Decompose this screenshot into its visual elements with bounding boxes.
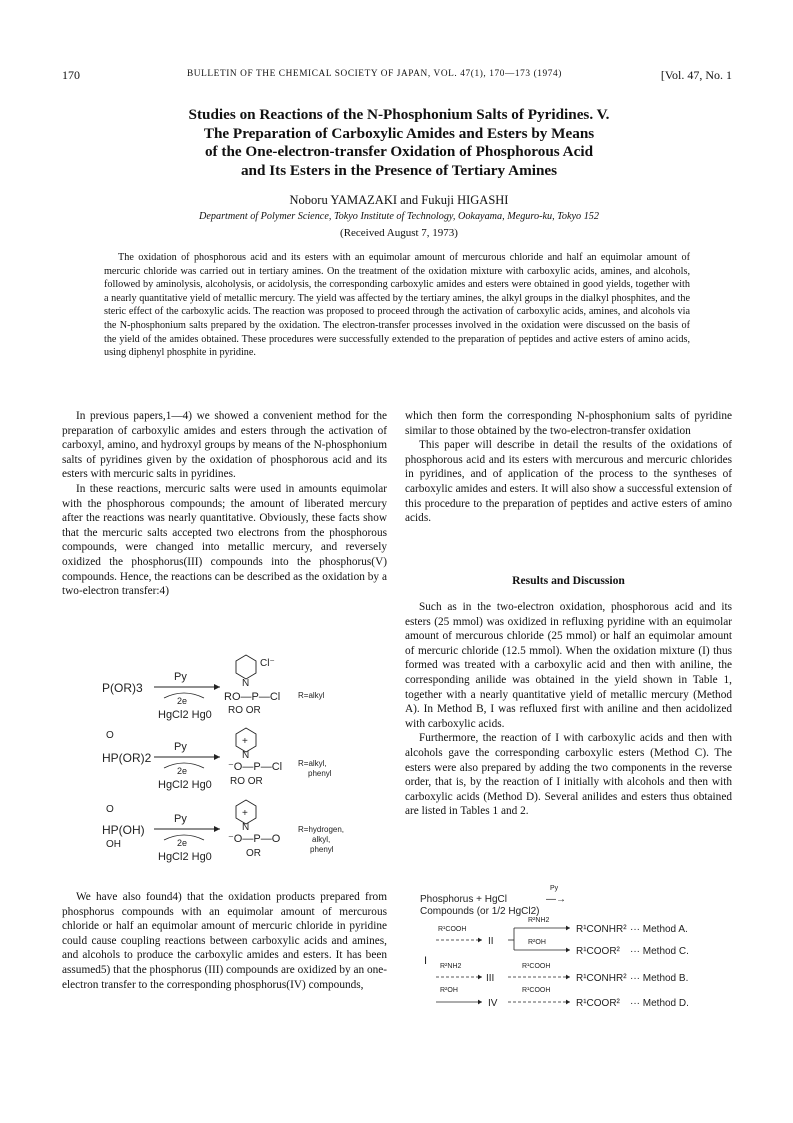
- r1-hg: HgCl2 Hg0: [158, 709, 212, 721]
- reaction-scheme-methods: [410, 884, 732, 1016]
- r2-2e: 2e: [177, 766, 188, 776]
- received-date: (Received August 7, 1973): [340, 227, 458, 239]
- s2-r1cooh-a: R¹COOH: [438, 926, 467, 933]
- intro-paragraph-3: We have also found4) that the oxidation products prepared from phosphorus compounds with an equimolar amount of mercurous chloride or half an equimolar amount of mercuric chloride in pyridine could cause coupling reactions between carboxylic acids and amines, and alcohols to produce the carboxylic amides and esters. It has been assumed5) that the phosphorus (III) compounds are oxidized by an one-electron transfer to the corresponding phosphorus(IV) compounds,: [62, 891, 388, 991]
- section-heading: Results and Discussion: [512, 574, 625, 587]
- right-column-top: [405, 409, 732, 526]
- r3-product-sub: OR: [246, 848, 261, 859]
- results-paragraph-1: Such as in the two-electron oxidation, phosphorous acid and its esters (25 mmol) was oxidized in refluxing pyridine with an equimolar amount of mercurous chloride (25 mmol) or half an equimolar amount of mercuric chloride (12.5 mmol). When the oxidation mixture (I) thus formed was treated with a carboxylic acid and then with aniline, the corresponding anilide was obtained in the yield shown in Table 1, together with a nearly quantitative yield of metallic mercury (Method A). In Method B, I was refluxed first with aniline and then acidolized with carboxylic acids.: [405, 601, 732, 730]
- page-number: 170: [62, 68, 80, 82]
- intro-paragraph-1: In previous papers,1—4) we showed a convenient method for the preparation of carboxylic amides and esters through the activation of carboxyl, amino, and hydroxyl groups by means of the N-phosphonium salts of pyridines given by the oxidation of phosphorous acid and its esters with mercuric salts in pyridines.: [62, 410, 387, 481]
- r2-reactant: HP(OR)2: [102, 751, 152, 765]
- title-line-3: of the One-electron-transfer Oxidation of Phosphorous Acid: [204, 143, 594, 160]
- abstract: The oxidation of phosphorous acid and its esters with an equimolar amount of mercurous chloride and half an equimolar amount of mercuric chloride was carried out in tertiary amines. On the treatment of the oxidation mixture with carboxylic acids, amines, and alcohols, followed by aminolysis, alcoholysis, or acidolysis, the corresponding carboxylic amides and esters were obtained in good yields, together with a nearly quantitative yield of metallic mercury. The yield was affected by the tertiary amines, the alkyl groups in the dialkyl phosphites, and the steric effect of the carboxylic acids. The reaction was proposed to proceed through the activation of carboxylic acids, amines, and alcohols via the N-phosphonium salts prepared by the oxidation. The electron-transfer processes involved in the oxidation were discussed on the basis of the yield of the amides obtained. These procedures were successfully extended to the preparation of peptides and active esters of amino acids, using diphenyl phosphite in pyridine.: [104, 252, 690, 359]
- volume-label: [Vol. 47, No. 1: [660, 68, 732, 82]
- running-header: [62, 68, 732, 82]
- r2-top: O: [106, 730, 114, 741]
- s2-py: Py: [550, 885, 559, 892]
- s2-method-c: ··· Method C.: [630, 946, 689, 957]
- s2-method-d: ··· Method D.: [630, 998, 689, 1009]
- s2-ester-d: R¹COOR²: [576, 998, 620, 1009]
- s2-r1cooh-b: R¹COOH: [522, 963, 551, 970]
- results-paragraph-2: Furthermore, the reaction of I with carboxylic acids and then with alcohols gave the corresponding carboxylic esters (Method C). The esters were also prepared by adding the two components in the reverse order, that is, by the reaction of I initially with alcohols and then with carboxylic acids (Method D). Several anilides and esters thus obtained are listed in Tables 1 and 2.: [405, 732, 732, 818]
- r2-n: N: [242, 750, 250, 761]
- s2-method-a: ··· Method A.: [630, 924, 688, 935]
- r2-py: Py: [174, 741, 187, 753]
- s2-ester-c: R¹COOR²: [576, 946, 620, 957]
- s2-label-I: I: [424, 955, 428, 967]
- r1-product-sub: RO OR: [228, 705, 261, 716]
- s2-amide-a: R¹CONHR²: [576, 924, 627, 935]
- left-column-top: [62, 409, 387, 599]
- r3-product: ⁻O—P—O: [228, 833, 281, 845]
- right-column-results: [405, 600, 732, 819]
- r1-n: N: [242, 678, 250, 689]
- s2-r2nh2-a: R²NH2: [528, 917, 550, 924]
- r3-note-3: phenyl: [310, 845, 334, 854]
- r1-pyridine-ring: [236, 655, 256, 679]
- scope-paragraph: This paper will describe in detail the results of the oxidations of phosphorous acid and its esters with mercurous and mercuric chlorides in pyridines, and of application of the process to the syntheses of carboxylic amides and esters. It will also show a successful extension of this procedure to the preparation of peptides and active esters of amino acids.: [405, 439, 732, 525]
- r2-note-1: R=alkyl,: [298, 759, 327, 768]
- r2-note-2: phenyl: [308, 769, 332, 778]
- continued-paragraph: which then form the corresponding N-phosphonium salts of pyridine similar to those obtained by the two-electron-transfer oxidation: [405, 410, 732, 437]
- r1-reactant: P(OR)3: [102, 681, 143, 695]
- r3-plus: +: [242, 808, 248, 819]
- s2-r2oh-c: R²OH: [528, 939, 546, 946]
- r3-reactant: HP(OH): [102, 823, 145, 837]
- s2-arrow: —→: [546, 894, 566, 905]
- s2-r2oh-d: R²OH: [440, 987, 458, 994]
- title-line-1: Studies on Reactions of the N-Phosphonium Salts of Pyridines. V.: [188, 106, 610, 123]
- r3-note-1: R=hydrogen,: [298, 825, 345, 834]
- s2-line1: Phosphorus + HgCl: [420, 894, 507, 905]
- r3-2e: 2e: [177, 838, 188, 848]
- r2-product-sub: RO OR: [230, 776, 263, 787]
- authors: Noboru YAMAZAKI and Fukuji HIGASHI: [289, 193, 509, 207]
- s2-amide-b: R¹CONHR²: [576, 973, 627, 984]
- intro-paragraph-2: In these reactions, mercuric salts were used in amounts equimolar with the phosphorous compounds; the amount of liberated mercury after the reactions was nearly quantitative. Obviously, these facts show that the mercuric salts accepted two electrons from the phosphorous compounds, were changed into metallic mercury, and reversely oxidized the phosphorus(III) compounds into the phosphorus(V) compounds. Hence, the reactions can be described as the oxidation by a two-electron transfer:4): [62, 482, 387, 598]
- r3-note-2: alkyl,: [312, 835, 331, 844]
- s2-method-b: ··· Method B.: [630, 973, 689, 984]
- journal-citation: BULLETIN OF THE CHEMICAL SOCIETY OF JAPAN, VOL. 47(1), 170—173 (1974): [187, 69, 562, 79]
- r3-hg: HgCl2 Hg0: [158, 851, 212, 863]
- r1-product: RO—P—Cl: [224, 691, 281, 703]
- r3-n: N: [242, 822, 250, 833]
- s2-r2nh2-b: R²NH2: [440, 963, 462, 970]
- r3-top: O: [106, 804, 114, 815]
- r3-bottom: OH: [106, 839, 121, 850]
- r2-hg: HgCl2 Hg0: [158, 779, 212, 791]
- title-line-4: and Its Esters in the Presence of Tertiary Amines: [240, 161, 558, 179]
- r1-note: R=alkyl: [298, 691, 325, 700]
- reaction-scheme-oxidation: [62, 650, 392, 880]
- r1-py: Py: [174, 671, 187, 683]
- left-column-bottom: [62, 890, 387, 992]
- s2-line2: Compounds (or 1/2 HgCl2): [420, 906, 540, 917]
- r2-product: ⁻O—P—Cl: [228, 761, 283, 773]
- r3-py: Py: [174, 813, 187, 825]
- r1-cl-anion: Cl⁻: [260, 658, 275, 669]
- s2-label-IV: IV: [488, 998, 498, 1009]
- article-title: [60, 106, 738, 180]
- s2-r1cooh-d: R¹COOH: [522, 987, 551, 994]
- r1-2e: 2e: [177, 696, 188, 706]
- s2-label-II: II: [488, 936, 494, 947]
- s2-label-III: III: [486, 973, 495, 984]
- title-line-2: The Preparation of Carboxylic Amides and Esters by Means: [203, 124, 595, 142]
- r2-plus: +: [242, 736, 248, 747]
- affiliation: Department of Polymer Science, Tokyo Institute of Technology, Ookayama, Meguro-ku, Tokyo 152: [199, 211, 599, 222]
